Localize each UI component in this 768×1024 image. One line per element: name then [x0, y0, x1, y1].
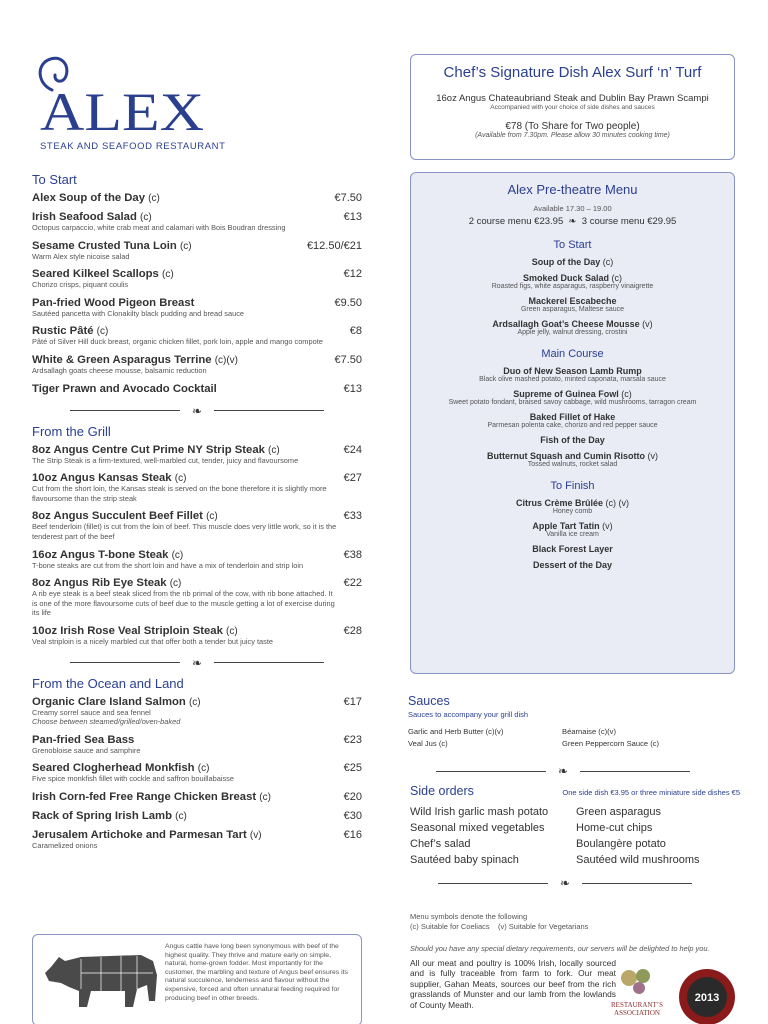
- sauces-grid: [408, 727, 738, 748]
- menu-item-title: 10oz Angus Kansas Steak: [32, 472, 172, 485]
- pretheatre-item-name: Soup of the Day: [531, 257, 601, 267]
- pretheatre-item-description: Tossed walnuts, rocket salad: [527, 461, 618, 468]
- pretheatre-item: [411, 273, 734, 290]
- pretheatre-item-name: Duo of New Season Lamb Rump: [503, 366, 642, 376]
- menu-item-price: €8: [349, 325, 362, 338]
- menu-item-price: €28: [343, 624, 362, 637]
- dietary-tag: (v): [647, 451, 658, 461]
- menu-item-row: [32, 472, 362, 484]
- award-year: 2013: [694, 992, 720, 1004]
- symbol-vegetarians: (v) Suitable for Vegetarians: [497, 922, 589, 931]
- menu-item: [32, 192, 362, 204]
- menu-item-title: Pan-fried Wood Pigeon Breast: [32, 296, 195, 309]
- signature-accompaniment: Accompanied with your choice of side dishes and sauces: [490, 104, 655, 111]
- menu-item-description: The Strip Steak is a firm-textured, well-marbled cut, tender, juicy and flavoursome: [32, 455, 299, 465]
- side-item: Boulangère potato: [576, 838, 666, 850]
- to-start-title: To Start: [32, 172, 77, 187]
- restaurants-association-logo: [603, 966, 671, 1017]
- menu-item-name: [32, 325, 108, 337]
- menu-item-row: [32, 810, 362, 822]
- signature-dish-box: [410, 54, 735, 160]
- menu-item-title: 8oz Angus Succulent Beef Fillet: [32, 510, 203, 523]
- pretheatre-item-name-line: [411, 257, 734, 267]
- pretheatre-item-name: Supreme of Guinea Fowl: [513, 389, 619, 399]
- menu-item: [32, 211, 362, 233]
- pretheatre-item: [411, 366, 734, 383]
- pretheatre-item-description: Black olive mashed potato, minted caponata, marsala sauce: [479, 376, 666, 383]
- from-grill-title: From the Grill: [32, 423, 111, 439]
- divider: [408, 762, 718, 780]
- dietary-tag: (c): [148, 193, 160, 204]
- menu-item-description: Chorizo crisps, piquant coulis: [32, 280, 129, 290]
- signature-dish: 16oz Angus Chateaubriand Steak and Dublin Bay Prawn Scampi: [436, 93, 709, 104]
- menu-item-description: Warm Alex style nicoise salad: [32, 251, 130, 261]
- menu-item-name: [32, 549, 183, 561]
- menu-item-name: [32, 383, 217, 395]
- divider: [32, 654, 362, 672]
- pretheatre-item-name: Butternut Squash and Cumin Risotto: [486, 451, 645, 461]
- left-column: [32, 172, 362, 857]
- menu-item-price: €17: [343, 695, 362, 708]
- pretheatre-finish-list: [411, 498, 734, 570]
- pretheatre-item-name: Citrus Crème Brûlée: [515, 498, 603, 508]
- menu-item-price: €22: [343, 577, 362, 590]
- menu-item-description: A rib eye steak is a beef steak sliced from the rib primal of the cow, with rib bone attached. It is one of the more flavoursome cuts of beef due to the muscle getting a lot of exercise during its life: [32, 589, 335, 618]
- menu-item-name: [32, 268, 174, 280]
- pretheatre-item: [411, 412, 734, 429]
- pretheatre-item: [411, 257, 734, 267]
- menu-item-row: [32, 444, 362, 456]
- dietary-tag: (c): [621, 389, 632, 399]
- dietary-tag: (c): [602, 257, 614, 267]
- menu-item: [32, 829, 362, 851]
- dietary-tag: (c): [171, 549, 184, 561]
- pretheatre-item-description: Apple jelly, walnut dressing, crostini: [517, 329, 628, 336]
- side-orders-header: [410, 784, 740, 798]
- menu-item-price: €12.50/€21: [306, 239, 362, 252]
- signature-availability: (Available from 7.30pm. Please allow 30 minutes cooking time): [475, 132, 670, 139]
- dietary-tag: (c): [96, 326, 109, 338]
- sauces-subtitle: Sauces to accompany your grill dish: [408, 710, 529, 719]
- side-item: Seasonal mixed vegetables: [410, 822, 545, 834]
- ornament-icon: ❧: [559, 876, 571, 890]
- menu-item-name: [32, 354, 238, 366]
- pretheatre-item: [411, 296, 734, 313]
- pretheatre-item: [411, 435, 734, 445]
- ornament-icon: ❧: [557, 764, 569, 778]
- ra-label-line1: RESTAURANT’S: [611, 1001, 663, 1009]
- menu-item-title: 8oz Angus Rib Eye Steak: [32, 577, 167, 590]
- pretheatre-item: [411, 560, 734, 570]
- menu-item-row: [32, 696, 362, 708]
- pretheatre-item-name: Smoked Duck Salad: [522, 273, 610, 283]
- menu-item-title: Pan-fried Sea Bass: [32, 733, 135, 746]
- menu-item-title: Seared Kilkeel Scallops: [32, 268, 159, 281]
- menu-item-name: [32, 577, 181, 589]
- pretheatre-item-name: Black Forest Layer: [532, 544, 613, 554]
- pretheatre-item-name-line: [411, 498, 734, 508]
- menu-item-title: Organic Clare Island Salmon: [32, 695, 186, 708]
- menu-item-row: [32, 734, 362, 746]
- menu-item-price: €27: [343, 472, 362, 485]
- menu-item: [32, 383, 362, 395]
- pretheatre-item-description: Honey comb: [552, 508, 593, 515]
- pretheatre-item-name-line: [411, 296, 734, 306]
- menu-item-title: Seared Clogherhead Monkfish: [32, 762, 195, 775]
- menu-item: [32, 240, 362, 262]
- side-item: Green asparagus: [576, 806, 661, 818]
- menu-symbols: [410, 912, 740, 932]
- menu-item-price: €20: [343, 790, 362, 803]
- menu-item-name: [32, 240, 192, 252]
- pretheatre-item-description: Parmesan polenta cake, chorizo and red pepper sauce: [487, 422, 658, 429]
- menu-item-name: [32, 625, 238, 637]
- side-orders-price-note: One side dish €3.95 or three miniature side dishes €5: [562, 788, 740, 797]
- pretheatre-item-name-line: [411, 451, 734, 461]
- side-item: Sautéed baby spinach: [410, 854, 519, 866]
- pretheatre-item-name: Apple Tart Tatin: [532, 521, 600, 531]
- side-item: Sautéed wild mushrooms: [576, 854, 700, 866]
- pretheatre-course-prices: [411, 216, 734, 227]
- menu-item-name: [32, 791, 271, 803]
- menu-item-name: [32, 734, 134, 746]
- menu-item: [32, 549, 362, 571]
- pretheatre-item-name-line: [411, 435, 734, 445]
- menu-item-title: 8oz Angus Centre Cut Prime NY Strip Steak: [32, 443, 265, 456]
- dietary-tag: (c): [161, 269, 174, 281]
- dietary-tag: (c): [179, 240, 192, 252]
- side-item: Wild Irish garlic mash potato: [410, 806, 549, 818]
- menu-item-price: €25: [343, 762, 362, 775]
- dietary-tag: (c): [174, 473, 187, 485]
- menu-item-name: [32, 510, 218, 522]
- sauces-section: [408, 694, 738, 784]
- menu-item-description: Pâté of Silver Hill duck breast, organic chicken fillet, pork loin, apple and mango compote: [32, 337, 323, 347]
- pretheatre-start-list: [411, 257, 734, 336]
- pretheatre-item-name-line: [411, 521, 734, 531]
- pretheatre-item-description: Sweet potato fondant, braised savoy cabbage, wild mushrooms, tarragon cream: [448, 399, 697, 406]
- menu-item-row: [32, 577, 362, 589]
- meat-sourcing-note: All our meat and poultry is 100% Irish, locally sourced and is fully traceable from farm to fork. Our meat supplier, Gahan Meats, sources our beef from the rich grasslands of Munster and our lamb from the lowlands of County Meath.: [410, 958, 616, 1010]
- menu-item-price: €12: [343, 268, 362, 281]
- menu-item-description: Octopus carpaccio, white crab meat and calamari with Bois Boudran dressing: [32, 223, 286, 232]
- menu-item-description: Sautéed pancetta with Clonakilty black pudding and bread sauce: [32, 308, 245, 318]
- pretheatre-item-name-line: [411, 560, 734, 570]
- dietary-tag: (c)(v): [214, 354, 239, 366]
- pretheatre-item-name: Mackerel Escabeche: [528, 296, 617, 306]
- menu-item-row: [32, 240, 362, 252]
- signature-title: Chef’s Signature Dish Alex Surf ‘n’ Turf: [443, 64, 702, 81]
- menu-item-name: [32, 297, 194, 309]
- pretheatre-menu-box: [410, 172, 735, 674]
- menu-item: [32, 268, 362, 290]
- menu-item-name: [32, 696, 201, 708]
- menu-item: [32, 444, 362, 466]
- dietary-tag: (c): [259, 791, 271, 803]
- dietary-note: Should you have any special dietary requirements, our servers will be delighted to help you.: [410, 944, 710, 953]
- sauces-title: Sauces: [408, 694, 450, 708]
- pretheatre-item-description: Roasted figs, white asparagus, raspberry vinaigrette: [491, 283, 654, 290]
- menu-item-price: €16: [343, 828, 362, 841]
- award-badge: [678, 968, 736, 1024]
- menu-item-title: White & Green Asparagus Terrine: [32, 353, 212, 366]
- from-grill-list: [32, 444, 362, 647]
- menu-item-price: €9.50: [334, 296, 362, 309]
- pretheatre-item: [411, 451, 734, 468]
- from-ocean-title: From the Ocean and Land: [32, 675, 184, 691]
- ra-circles-icon: [617, 966, 657, 996]
- pretheatre-item-name-line: [411, 412, 734, 422]
- pretheatre-item: [411, 319, 734, 336]
- side-item: Chef’s salad: [410, 838, 471, 850]
- menu-item-price: €7.50: [334, 353, 362, 366]
- menu-item-name: [32, 211, 152, 223]
- menu-item-row: [32, 791, 362, 803]
- side-orders-section: [410, 784, 740, 896]
- dietary-tag: (v): [642, 319, 653, 329]
- menu-item-name: [32, 444, 280, 456]
- menu-item-row: [32, 192, 362, 204]
- pretheatre-finish-title: To Finish: [550, 480, 595, 492]
- two-course-price: 2 course menu €23.95: [468, 216, 564, 227]
- menu-item-row: [32, 762, 362, 774]
- menu-item-title: Sesame Crusted Tuna Loin: [32, 239, 177, 252]
- menu-item-row: [32, 829, 362, 841]
- menu-item-row: [32, 625, 362, 637]
- menu-item-option: Choose between steamed/grilled/oven-baked: [32, 717, 181, 727]
- from-ocean-list: [32, 696, 362, 851]
- menu-item-description: Creamy sorrel sauce and sea fennel: [32, 707, 151, 717]
- pretheatre-item-description: Green asparagus, Maltese sauce: [520, 306, 625, 313]
- menu-item-price: €7.50: [334, 192, 362, 204]
- menu-item: [32, 762, 362, 784]
- menu-item-name: [32, 762, 209, 774]
- menu-item-name: [32, 192, 160, 204]
- pretheatre-availability: Available 17.30 – 19.00: [533, 204, 612, 213]
- menu-item: [32, 734, 362, 756]
- divider: [32, 402, 362, 420]
- menu-item-price: €30: [343, 809, 362, 822]
- symbols-legend: [410, 922, 740, 932]
- dietary-tag: (c) (v): [605, 498, 630, 508]
- pretheatre-item-name: Dessert of the Day: [532, 560, 613, 570]
- pretheatre-start-title: To Start: [553, 239, 592, 251]
- ra-label-line2: ASSOCIATION: [614, 1009, 660, 1017]
- pretheatre-main-title: Main Course: [541, 348, 604, 360]
- menu-item-description: Ardsallagh goats cheese mousse, balsamic reduction: [32, 365, 207, 375]
- menu-item-description: T-bone steaks are cut from the short loin and have a mix of tenderloin and strip loin: [32, 560, 304, 570]
- menu-item-row: [32, 510, 362, 522]
- menu-item-title: 16oz Angus T-bone Steak: [32, 548, 169, 561]
- sauce-item: Veal Jus (c): [408, 739, 448, 748]
- pretheatre-item: [411, 389, 734, 406]
- dietary-tag: (c): [188, 696, 201, 708]
- pretheatre-item-name-line: [411, 273, 734, 283]
- menu-item-title: Rack of Spring Irish Lamb: [32, 809, 172, 822]
- logo-text: ALEX: [40, 82, 204, 142]
- menu-item-price: €38: [343, 548, 362, 561]
- menu-item-name: [32, 810, 187, 822]
- symbol-coeliacs: (c) Suitable for Coeliacs: [410, 922, 490, 931]
- menu-item-description: Grenobloise sauce and samphire: [32, 745, 141, 755]
- menu-item-description: Cut from the short loin, the Kansas steak is served on the bone therefore it is slightly more flavoursome than the strip steak: [32, 484, 327, 503]
- menu-item-price: €13: [343, 211, 362, 223]
- menu-item: [32, 577, 362, 618]
- menu-item-name: [32, 829, 262, 841]
- menu-item-row: [32, 211, 362, 223]
- dietary-tag: (c): [197, 763, 210, 775]
- menu-item: [32, 810, 362, 822]
- pretheatre-main-list: [411, 366, 734, 468]
- menu-item-title: 10oz Irish Rose Veal Striploin Steak: [32, 624, 223, 637]
- menu-item-row: [32, 549, 362, 561]
- menu-item-row: [32, 268, 362, 280]
- dietary-tag: (c): [206, 511, 218, 523]
- menu-item-name: [32, 472, 186, 484]
- logo-tagline: STEAK AND SEAFOOD RESTAURANT: [40, 141, 226, 152]
- menu-item-description: Five spice monkfish fillet with cockle and saffron bouillabaisse: [32, 774, 234, 784]
- dietary-tag: (c): [139, 212, 152, 223]
- menu-item-title: Irish Corn-fed Free Range Chicken Breast: [32, 790, 257, 803]
- side-item: Home-cut chips: [576, 822, 653, 834]
- pretheatre-item: [411, 521, 734, 538]
- menu-item-title: Tiger Prawn and Avocado Cocktail: [32, 382, 217, 395]
- menu-item-description: Veal striploin is a nicely marbled cut that offer both a tender but juicy taste: [32, 636, 274, 646]
- pretheatre-item-name-line: [411, 544, 734, 554]
- menu-item-row: [32, 354, 362, 366]
- menu-item-row: [32, 297, 362, 309]
- menu-item-price: €24: [343, 443, 362, 456]
- divider: [410, 874, 720, 892]
- menu-item: [32, 354, 362, 376]
- dietary-tag: (c): [226, 625, 238, 637]
- menu-item-price: €23: [343, 733, 362, 746]
- menu-item: [32, 510, 362, 541]
- menu-item: [32, 325, 362, 347]
- menu-item-description: Caramelized onions: [32, 840, 98, 850]
- ornament-icon: ❧: [565, 216, 580, 227]
- menu-item-title: Jerusalem Artichoke and Parmesan Tart: [32, 828, 247, 841]
- pretheatre-item: [411, 498, 734, 515]
- pretheatre-item-name-line: [411, 389, 734, 399]
- dietary-tag: (v): [249, 829, 262, 841]
- side-orders-grid: [410, 806, 740, 866]
- pretheatre-item-name-line: [411, 319, 734, 329]
- menu-item-title: Alex Soup of the Day: [32, 192, 145, 204]
- sauce-item: Béarnaise (c)(v): [562, 727, 617, 736]
- menu-item-title: Rustic Pâté: [32, 325, 94, 338]
- angus-info-box: [32, 934, 362, 1024]
- menu-item-description: Beef tenderloin (fillet) is cut from the loin of beef. This muscle does very little work, so it is the tenderest part of the beef: [32, 522, 337, 541]
- dietary-tag: (c): [268, 444, 280, 456]
- menu-item-row: [32, 325, 362, 337]
- menu-item: [32, 625, 362, 647]
- pretheatre-item-name-line: [411, 366, 734, 376]
- menu-item: [32, 472, 362, 503]
- menu-item-row: [32, 383, 362, 395]
- symbols-intro: Menu symbols denote the following: [410, 912, 528, 921]
- pretheatre-item-description: Vanilla ice cream: [546, 531, 599, 538]
- menu-item: [32, 297, 362, 319]
- sauce-item: Green Peppercorn Sauce (c): [562, 739, 660, 748]
- menu-item-price: €33: [343, 510, 362, 523]
- dietary-tag: (c): [175, 810, 187, 822]
- menu-item-title: Irish Seafood Salad: [32, 211, 137, 223]
- angus-note: Angus cattle have long been synonymous with beef of the highest quality. They thrive and mature early on simple, natural, home-grown fodder. Most importantly for the customer, the marbling and texture of Angus beef ensures its natural succulence, tenderness and flavour without the expensive, forced and often unnatural feeding required for producing beef in other breeds.: [165, 943, 348, 1002]
- ornament-icon: ❧: [191, 655, 203, 670]
- side-orders-title: Side orders: [410, 784, 474, 798]
- pretheatre-item-name: Baked Fillet of Hake: [529, 412, 616, 422]
- menu-item: [32, 791, 362, 803]
- menu-item-price: €13: [343, 382, 362, 395]
- three-course-price: 3 course menu €29.95: [581, 216, 677, 227]
- dietary-tag: (v): [602, 521, 613, 531]
- pretheatre-title: Alex Pre-theatre Menu: [507, 182, 638, 197]
- dietary-tag: (c): [611, 273, 623, 283]
- pretheatre-item: [411, 544, 734, 554]
- dietary-tag: (c): [169, 578, 182, 590]
- menu-item: [32, 696, 362, 727]
- to-start-list: [32, 192, 362, 395]
- pretheatre-item-name: Fish of the Day: [540, 435, 605, 445]
- ornament-icon: ❧: [191, 403, 203, 418]
- signature-price: €78 (To Share for Two people): [505, 121, 640, 132]
- pretheatre-item-name: Ardsallagh Goat’s Cheese Mousse: [492, 319, 640, 329]
- sauce-item: Garlic and Herb Butter (c)(v): [408, 727, 504, 736]
